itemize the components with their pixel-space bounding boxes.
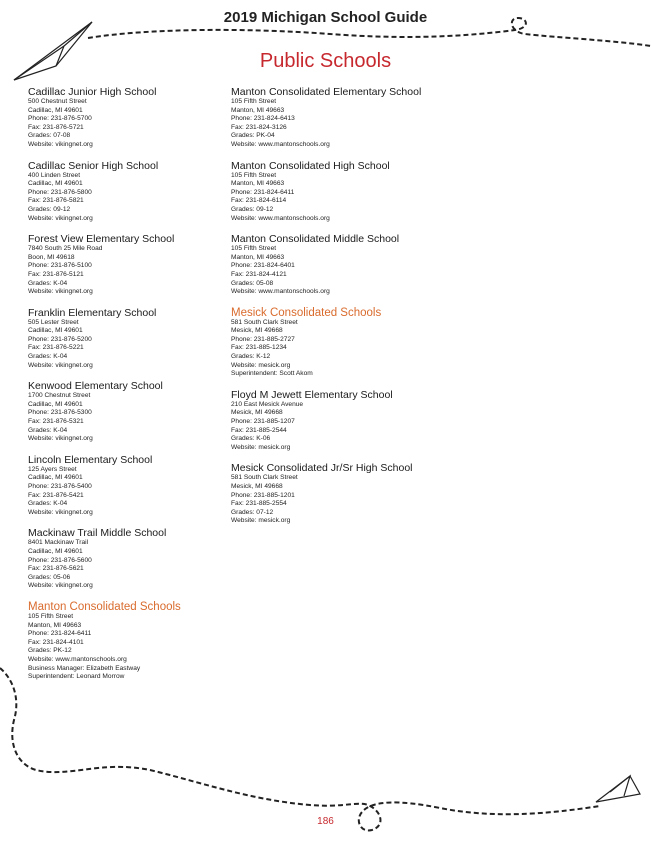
detail-line: Mesick, MI 49668 <box>231 409 283 417</box>
school-entry <box>28 233 228 297</box>
district-entry <box>231 307 431 379</box>
detail-line: Cadillac, MI 49601 <box>28 474 83 482</box>
detail-line: Fax: 231-876-5621 <box>28 565 84 573</box>
detail-line: Website: vikingnet.org <box>28 288 93 296</box>
section-title: Public Schools <box>259 50 392 72</box>
school-details <box>231 245 431 297</box>
school-name: Floyd M Jewett Elementary School <box>231 388 393 401</box>
detail-line: Fax: 231-876-5321 <box>28 418 84 426</box>
school-details <box>231 401 431 453</box>
detail-line: Grades: 07-12 <box>231 508 274 516</box>
detail-line: Phone: 231-876-5800 <box>28 188 92 196</box>
school-entry <box>28 160 228 224</box>
school-details <box>231 172 431 224</box>
school-name: Forest View Elementary School <box>28 233 175 246</box>
detail-line: Phone: 231-876-5300 <box>28 409 92 417</box>
detail-line: 105 Fifth Street <box>231 171 277 179</box>
school-name: Kenwood Elementary School <box>28 380 163 393</box>
detail-line: Fax: 231-876-5721 <box>28 123 84 131</box>
district-name: Mesick Consolidated Schools <box>231 306 382 319</box>
detail-line: Grades: 09-12 <box>231 205 274 213</box>
school-details <box>28 466 228 518</box>
detail-line: Grades: 09-12 <box>28 205 71 213</box>
left-column <box>28 86 228 692</box>
detail-line: Phone: 231-885-1201 <box>231 491 295 499</box>
school-details <box>28 245 228 297</box>
detail-line: Fax: 231-885-1234 <box>231 344 287 352</box>
detail-line: Grades: K-04 <box>28 426 68 434</box>
detail-line: 7840 South 25 Mile Road <box>28 245 103 253</box>
detail-line: Phone: 231-876-5200 <box>28 335 92 343</box>
detail-line: Phone: 231-824-6401 <box>231 262 295 270</box>
detail-line: Manton, MI 49663 <box>231 253 285 261</box>
school-name: Manton Consolidated High School <box>231 159 390 172</box>
detail-line: Website: vikingnet.org <box>28 214 93 222</box>
school-details <box>28 539 228 591</box>
school-entry <box>28 380 228 444</box>
school-entry <box>231 86 431 150</box>
page-number: 186 <box>317 816 334 827</box>
detail-line: Website: mesick.org <box>231 361 291 369</box>
detail-line: Website: www.mantonschools.org <box>231 288 330 296</box>
detail-line: Website: vikingnet.org <box>28 508 93 516</box>
school-entry <box>28 86 228 150</box>
detail-line: Phone: 231-876-5400 <box>28 483 92 490</box>
detail-line: 8401 Mackinaw Trail <box>28 539 89 547</box>
detail-line: Fax: 231-885-2544 <box>231 426 287 434</box>
school-details <box>28 392 228 444</box>
detail-line: Fax: 231-876-5821 <box>28 197 84 205</box>
school-entry <box>231 389 431 453</box>
detail-line: Grades: K-06 <box>231 435 271 443</box>
detail-line: Phone: 231-824-6411 <box>28 630 92 638</box>
detail-line: Grades: K-04 <box>28 500 68 508</box>
detail-line: Phone: 231-885-2727 <box>231 335 295 343</box>
detail-line: Fax: 231-876-5221 <box>28 344 84 352</box>
detail-line: 581 South Clark Street <box>231 318 298 326</box>
school-details <box>28 98 228 150</box>
detail-line: Grades: PK-12 <box>28 647 72 655</box>
detail-line: Mesick, MI 49668 <box>231 327 283 335</box>
school-details <box>231 98 431 150</box>
school-name: Franklin Elementary School <box>28 306 157 319</box>
detail-line: Website: vikingnet.org <box>28 140 93 148</box>
detail-line: Phone: 231-876-5100 <box>28 262 92 270</box>
detail-line: Mesick, MI 49668 <box>231 483 283 490</box>
detail-line: Fax: 231-824-4101 <box>28 638 84 646</box>
detail-line: 400 Linden Street <box>28 171 81 179</box>
district-details <box>28 613 228 682</box>
detail-line: Website: vikingnet.org <box>28 361 93 369</box>
detail-line: Phone: 231-876-5700 <box>28 115 92 123</box>
detail-line: Grades: K-04 <box>28 353 68 361</box>
detail-line: Phone: 231-885-1207 <box>231 418 295 426</box>
detail-line: 500 Chestnut Street <box>28 98 87 105</box>
detail-line: Grades: 05-08 <box>231 279 274 287</box>
school-entry <box>28 454 228 518</box>
detail-line: Cadillac, MI 49601 <box>28 400 83 408</box>
detail-line: Phone: 231-876-5600 <box>28 556 92 564</box>
detail-line: Grades: K-04 <box>28 279 68 287</box>
school-entry <box>28 307 228 371</box>
detail-line: 125 Ayers Street <box>28 465 77 473</box>
detail-line: 105 Fifth Street <box>231 98 277 105</box>
detail-line: Fax: 231-824-6114 <box>231 197 287 205</box>
detail-line: 505 Lester Street <box>28 318 79 326</box>
detail-line: Manton, MI 49663 <box>231 180 285 188</box>
detail-line: Grades: 07-08 <box>28 132 71 140</box>
school-name: Manton Consolidated Elementary School <box>231 86 422 98</box>
school-name: Lincoln Elementary School <box>28 453 153 466</box>
detail-line: Phone: 231-824-6411 <box>231 188 295 196</box>
school-details <box>28 172 228 224</box>
school-name: Mesick Consolidated Jr/Sr High School <box>231 462 413 475</box>
detail-line: 105 Fifth Street <box>28 612 74 620</box>
school-entry <box>231 160 431 224</box>
detail-line: Website: mesick.org <box>231 443 291 451</box>
detail-line: 210 East Mesick Avenue <box>231 400 304 408</box>
district-name: Manton Consolidated Schools <box>28 600 181 613</box>
detail-line: Manton, MI 49663 <box>231 106 285 114</box>
detail-line: Fax: 231-876-5421 <box>28 491 84 499</box>
school-entry <box>231 462 431 526</box>
detail-line: Cadillac, MI 49601 <box>28 180 83 188</box>
district-entry <box>28 601 228 682</box>
detail-line: Grades: PK-04 <box>231 132 275 140</box>
detail-line: Cadillac, MI 49601 <box>28 327 83 335</box>
school-entry <box>231 233 431 297</box>
detail-line: 1700 Chestnut Street <box>28 392 91 400</box>
school-name: Mackinaw Trail Middle School <box>28 527 167 540</box>
detail-line: Superintendent: Leonard Morrow <box>28 673 125 681</box>
detail-line: Cadillac, MI 49601 <box>28 547 83 555</box>
detail-line: Phone: 231-824-6413 <box>231 115 295 123</box>
detail-line: Cadillac, MI 49601 <box>28 106 83 114</box>
detail-line: Manton, MI 49663 <box>28 621 82 629</box>
detail-line: Website: www.mantonschools.org <box>28 655 127 663</box>
detail-line: Boon, MI 49618 <box>28 253 75 261</box>
school-name: Cadillac Senior High School <box>28 159 159 172</box>
school-details <box>231 474 431 526</box>
detail-line: Website: www.mantonschools.org <box>231 140 330 148</box>
detail-line: Fax: 231-824-3126 <box>231 123 287 131</box>
detail-line: Fax: 231-824-4121 <box>231 270 287 278</box>
detail-line: Business Manager: Elizabeth Eastway <box>28 664 141 672</box>
guide-title: 2019 Michigan School Guide <box>223 9 428 26</box>
detail-line: Website: www.mantonschools.org <box>231 214 330 222</box>
school-entry <box>28 527 228 591</box>
detail-line: Superintendent: Scott Akom <box>231 370 313 378</box>
detail-line: Website: mesick.org <box>231 517 291 525</box>
district-details <box>231 319 431 379</box>
detail-line: Grades: 05-06 <box>28 573 71 581</box>
detail-line: Website: vikingnet.org <box>28 582 93 590</box>
detail-line: 105 Fifth Street <box>231 245 277 253</box>
right-column <box>231 86 431 536</box>
school-name: Cadillac Junior High School <box>28 86 157 98</box>
school-details <box>28 319 228 371</box>
detail-line: Fax: 231-876-5121 <box>28 270 84 278</box>
detail-line: Grades: K-12 <box>231 353 271 361</box>
detail-line: 581 South Clark Street <box>231 474 298 482</box>
detail-line: Fax: 231-885-2554 <box>231 500 287 508</box>
detail-line: Website: vikingnet.org <box>28 435 93 443</box>
school-name: Manton Consolidated Middle School <box>231 233 400 246</box>
